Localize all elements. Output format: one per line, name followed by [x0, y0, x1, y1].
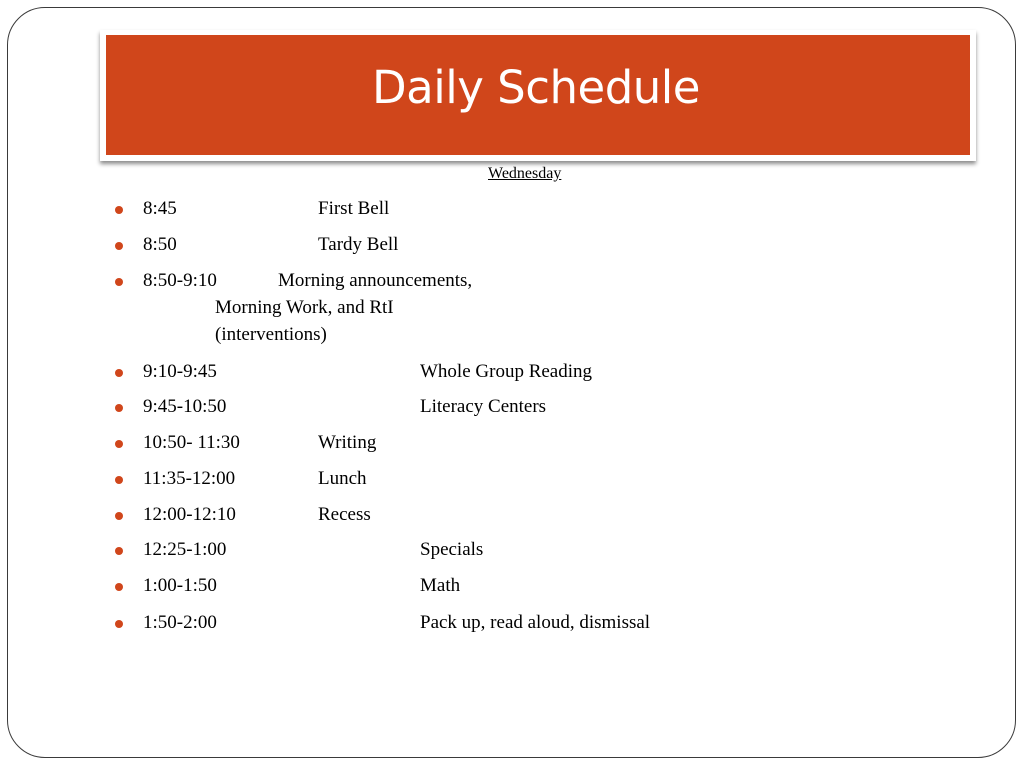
schedule-time: 10:50- 11:30	[143, 432, 240, 453]
list-item	[0, 234, 1024, 258]
schedule-activity: Math	[420, 575, 461, 596]
bullet-icon	[115, 583, 123, 591]
schedule-activity: Whole Group Reading	[420, 361, 593, 382]
list-item	[0, 539, 1024, 563]
schedule-activity: First Bell	[318, 198, 390, 219]
schedule-time: 9:10-9:45	[143, 361, 217, 382]
list-item	[0, 396, 1024, 420]
schedule-time: 1:50-2:00	[143, 612, 217, 633]
schedule-activity-continued: (interventions)	[215, 324, 327, 345]
schedule-activity: Tardy Bell	[318, 234, 399, 255]
list-item	[0, 361, 1024, 385]
schedule-activity: Literacy Centers	[420, 396, 547, 417]
bullet-icon	[115, 476, 123, 484]
title-banner-fill	[106, 35, 970, 155]
list-item	[0, 575, 1024, 599]
bullet-icon	[115, 206, 123, 214]
schedule-activity: Specials	[420, 539, 484, 560]
schedule-time: 11:35-12:00	[143, 468, 236, 489]
list-item	[0, 270, 1024, 345]
bullet-icon	[115, 242, 123, 250]
schedule-time: 8:45	[143, 198, 177, 219]
schedule-activity: Pack up, read aloud, dismissal	[420, 612, 651, 633]
bullet-icon	[115, 547, 123, 555]
day-heading: Wednesday	[488, 165, 562, 182]
slide-title: Daily Schedule	[372, 60, 700, 114]
list-item	[0, 432, 1024, 456]
schedule-time: 12:00-12:10	[143, 504, 236, 525]
schedule-activity-continued: Morning Work, and RtI	[215, 297, 394, 318]
bullet-icon	[115, 440, 123, 448]
bullet-icon	[115, 620, 123, 628]
schedule-time: 8:50-9:10	[143, 270, 217, 291]
title-banner	[100, 30, 976, 161]
schedule-activity: Morning announcements,	[278, 270, 473, 291]
list-item	[0, 198, 1024, 222]
list-item	[0, 504, 1024, 528]
schedule-time: 12:25-1:00	[143, 539, 227, 560]
bullet-icon	[115, 278, 123, 286]
bullet-icon	[115, 369, 123, 377]
list-item	[0, 612, 1024, 636]
list-item	[0, 468, 1024, 492]
schedule-time: 8:50	[143, 234, 177, 255]
schedule-activity: Recess	[318, 504, 371, 525]
bullet-icon	[115, 404, 123, 412]
schedule-activity: Lunch	[318, 468, 367, 489]
schedule-activity: Writing	[318, 432, 377, 453]
schedule-time: 1:00-1:50	[143, 575, 217, 596]
bullet-icon	[115, 512, 123, 520]
schedule-time: 9:45-10:50	[143, 396, 227, 417]
